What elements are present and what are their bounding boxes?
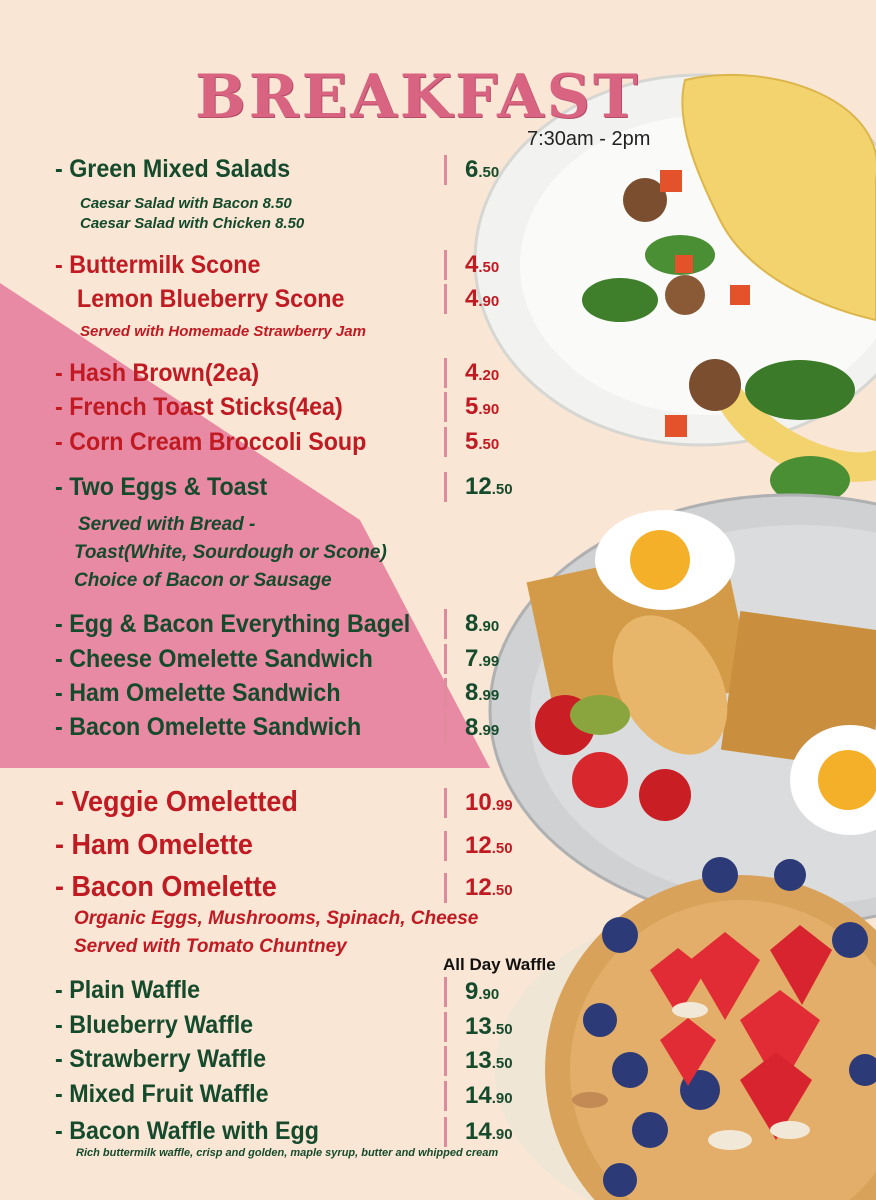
note-eggs-bread: Served with Bread - — [78, 514, 256, 535]
menu-item-lemon-blueberry-scone: Lemon Blueberry Scone — [77, 285, 345, 313]
note-omelette-chutney: Served with Tomato Chuntney — [74, 936, 347, 957]
price-strawberry-waffle: 13.50 — [444, 1046, 513, 1076]
menu-item-veggie-omeletted: - Veggie Omeletted — [55, 786, 298, 818]
menu-item-ham-omelette: - Ham Omelette — [55, 829, 253, 861]
price-ham-omelette-sandwich: 8.99 — [444, 678, 499, 708]
price-cheese-omelette-sandwich: 7.99 — [444, 644, 499, 674]
price-two-eggs-toast: 12.50 — [444, 472, 513, 502]
menu-item-hash-brown: - Hash Brown(2ea) — [55, 359, 260, 387]
menu-item-corn-cream-broccoli-soup: - Corn Cream Broccoli Soup — [55, 428, 367, 456]
note-eggs-meat-choice: Choice of Bacon or Sausage — [74, 570, 332, 591]
menu-item-cheese-omelette-sandwich: - Cheese Omelette Sandwich — [55, 645, 373, 673]
price-bacon-omelette: 12.50 — [444, 873, 513, 903]
menu-item-bacon-omelette: - Bacon Omelette — [55, 871, 277, 903]
price-french-toast-sticks: 5.90 — [444, 392, 499, 422]
all-day-waffle-badge: All Day Waffle — [443, 955, 556, 974]
note-caesar-chicken: Caesar Salad with Chicken 8.50 — [80, 215, 305, 232]
note-caesar-bacon: Caesar Salad with Bacon 8.50 — [80, 195, 292, 212]
menu-item-two-eggs-toast: - Two Eggs & Toast — [55, 473, 268, 501]
price-bacon-waffle-with-egg: 14.90 — [444, 1117, 513, 1147]
menu-item-strawberry-waffle: - Strawberry Waffle — [55, 1045, 267, 1073]
price-bacon-omelette-sandwich: 8.99 — [444, 713, 499, 743]
price-ham-omelette: 12.50 — [444, 831, 513, 861]
opening-hours: 7:30am - 2pm — [527, 128, 651, 150]
price-hash-brown: 4.20 — [444, 358, 499, 388]
food-photo — [470, 60, 876, 1200]
price-green-mixed-salads: 6.50 — [444, 155, 499, 185]
price-blueberry-waffle: 13.50 — [444, 1012, 513, 1042]
price-veggie-omeletted: 10.99 — [444, 788, 513, 818]
menu-item-mixed-fruit-waffle: - Mixed Fruit Waffle — [55, 1080, 269, 1108]
menu-item-green-mixed-salads: - Green Mixed Salads — [55, 155, 291, 183]
note-omelette-ingredients: Organic Eggs, Mushrooms, Spinach, Cheese — [74, 908, 479, 929]
price-lemon-blueberry-scone: 4.90 — [444, 284, 499, 314]
menu-item-ham-omelette-sandwich: - Ham Omelette Sandwich — [55, 679, 341, 707]
menu-title: BREAKFAST — [195, 62, 641, 132]
menu-item-french-toast-sticks: - French Toast Sticks(4ea) — [55, 393, 343, 421]
menu-item-blueberry-waffle: - Blueberry Waffle — [55, 1011, 254, 1039]
price-buttermilk-scone: 4.50 — [444, 250, 499, 280]
price-egg-bacon-bagel: 8.90 — [444, 609, 499, 639]
note-waffle-description: Rich buttermilk waffle, crisp and golden, maple syrup, butter and whipped cream — [76, 1147, 499, 1159]
note-scone-jam: Served with Homemade Strawberry Jam — [80, 323, 366, 340]
price-corn-cream-broccoli-soup: 5.50 — [444, 427, 499, 457]
note-eggs-toast-options: Toast(White, Sourdough or Scone) — [74, 542, 387, 563]
menu-item-bacon-waffle-with-egg: - Bacon Waffle with Egg — [55, 1117, 319, 1145]
menu-item-plain-waffle: - Plain Waffle — [55, 976, 201, 1004]
menu-item-bacon-omelette-sandwich: - Bacon Omelette Sandwich — [55, 713, 362, 741]
menu-item-egg-bacon-bagel: - Egg & Bacon Everything Bagel — [55, 610, 411, 638]
menu-item-buttermilk-scone: - Buttermilk Scone — [55, 251, 261, 279]
price-mixed-fruit-waffle: 14.90 — [444, 1081, 513, 1111]
price-plain-waffle: 9.90 — [444, 977, 499, 1007]
